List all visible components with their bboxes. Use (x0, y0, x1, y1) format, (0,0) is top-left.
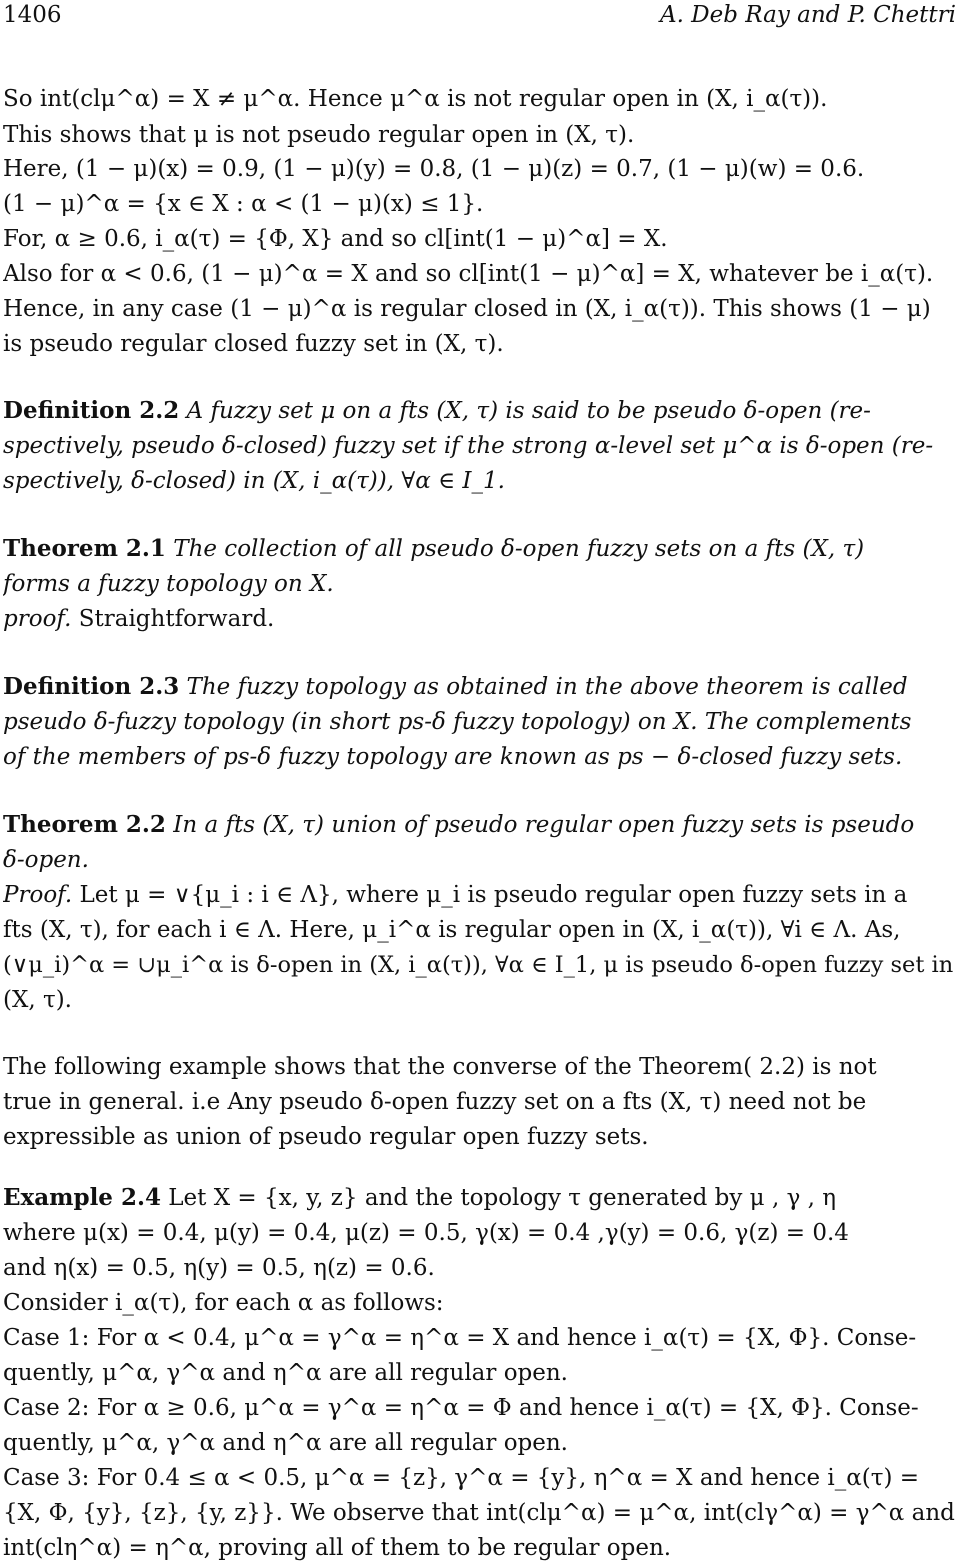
text-line (3, 189, 957, 219)
line-text: For, α ≥ 0.6, i_α(τ) = {Φ, X} and so cl[int(1 − μ)^α] = X. (3, 226, 668, 252)
line-text: pseudo δ-fuzzy topology (in short ps-δ fuzzy topology) on X. The complements (3, 709, 912, 735)
text-line (3, 672, 957, 702)
line-text: spectively, pseudo δ-closed) fuzzy set if the strong α-level set μ^α is δ-open (re- (3, 433, 934, 459)
line-text: expressible as union of pseudo regular open fuzzy sets. (3, 1124, 649, 1150)
line-text: and η(x) = 0.5, η(y) = 0.5, η(z) = 0.6. (3, 1255, 435, 1281)
line-text: In a fts (X, τ) union of pseudo regular open fuzzy sets is pseudo (173, 812, 915, 838)
line-text: Also for α < 0.6, (1 − μ)^α = X and so cl[int(1 − μ)^α] = X, whatever be i_α(τ). (3, 261, 934, 287)
line-text: Case 3: For 0.4 ≤ α < 0.5, μ^α = {z}, γ^α = {y}, η^α = X and hence i_α(τ) = (3, 1465, 920, 1491)
section-label: Theorem 2.2 (3, 811, 166, 838)
line-text: The following example shows that the converse of the Theorem( 2.2) is not (3, 1054, 877, 1080)
text-line (3, 845, 957, 875)
text-line (3, 707, 957, 737)
line-text: quently, μ^α, γ^α and η^α are all regular open. (3, 1430, 568, 1456)
text-line (3, 259, 957, 289)
line-text: Hence, in any case (1 − μ)^α is regular closed in (X, i_α(τ)). This shows (1 − μ) (3, 296, 931, 322)
text-line (3, 985, 957, 1015)
line-text: fts (X, τ), for each i ∈ Λ. Here, μ_i^α is regular open in (X, i_α(τ)), ∀i ∈ Λ. As, (3, 917, 901, 943)
line-text: So int(clμ^α) = X ≠ μ^α. Hence μ^α is not regular open in (X, i_α(τ)). (3, 86, 828, 112)
text-line (3, 1253, 957, 1283)
line-text: true in general. i.e Any pseudo δ-open fuzzy set on a fts (X, τ) need not be (3, 1089, 867, 1115)
line-text: {X, Φ, {y}, {z}, {y, z}}. We observe that int(clμ^α) = μ^α, int(clγ^α) = γ^α and (3, 1500, 955, 1526)
text-line (3, 1323, 957, 1353)
line-text: Case 1: For α < 0.4, μ^α = γ^α = η^α = X and hence i_α(τ) = {X, Φ}. Conse- (3, 1325, 917, 1351)
text-line (3, 1498, 957, 1528)
line-text: forms a fuzzy topology on X. (3, 571, 334, 597)
line-text: The collection of all pseudo δ-open fuzzy sets on a fts (X, τ) (173, 536, 865, 562)
line-text: δ-open. (3, 847, 89, 873)
line-text: Let X = {x, y, z} and the topology τ generated by μ , γ , η (168, 1185, 837, 1211)
section-label: Definition 2.3 (3, 673, 180, 700)
line-text: Case 2: For α ≥ 0.6, μ^α = γ^α = η^α = Φ and hence i_α(τ) = {X, Φ}. Conse- (3, 1395, 919, 1421)
text-line (3, 466, 957, 496)
text-line (3, 1052, 957, 1082)
line-text: (∨μ_i)^α = ∪μ_i^α is δ-open in (X, i_α(τ)), ∀α ∈ I_1, μ is pseudo δ-open fuzzy set in (3, 952, 954, 978)
text-line (3, 534, 957, 564)
line-text: Let μ = ∨{μ_i : i ∈ Λ}, where μ_i is pseudo regular open fuzzy sets in a (79, 882, 908, 908)
line-text: Here, (1 − μ)(x) = 0.9, (1 − μ)(y) = 0.8, (1 − μ)(z) = 0.7, (1 − μ)(w) = 0.6. (3, 156, 865, 182)
text-line (3, 329, 957, 359)
text-line (3, 810, 957, 840)
line-text: spectively, δ-closed) in (X, i_α(τ)), ∀α ∈ I_1. (3, 468, 505, 494)
text-line (3, 569, 957, 599)
line-text: (X, τ). (3, 987, 72, 1013)
line-text: is pseudo regular closed fuzzy set in (X, τ). (3, 331, 504, 357)
text-line (3, 154, 957, 184)
text-line (3, 1122, 957, 1152)
page-number: 1406 (3, 2, 62, 28)
text-line (3, 1393, 957, 1423)
line-text: quently, μ^α, γ^α and η^α are all regular open. (3, 1360, 568, 1386)
text-line (3, 1358, 957, 1388)
line-text: (1 − μ)^α = {x ∈ X : α < (1 − μ)(x) ≤ 1}. (3, 191, 484, 217)
text-line (3, 742, 957, 772)
text-line (3, 1428, 957, 1458)
line-text: This shows that μ is not pseudo regular open in (X, τ). (3, 122, 635, 148)
text-line (3, 1087, 957, 1117)
text-line (3, 224, 957, 254)
text-line (3, 294, 957, 324)
text-line (3, 1463, 957, 1493)
line-text: The fuzzy topology as obtained in the above theorem is called (186, 674, 908, 700)
line-text: Consider i_α(τ), for each α as follows: (3, 1290, 444, 1316)
text-line (3, 950, 957, 980)
line-text: A fuzzy set μ on a fts (X, τ) is said to be pseudo δ-open (re- (186, 398, 871, 424)
proof-label: Proof. (3, 882, 73, 908)
proof-label: proof. (3, 606, 72, 632)
section-label: Example 2.4 (3, 1184, 161, 1211)
section-label: Theorem 2.1 (3, 535, 166, 562)
text-line (3, 431, 957, 461)
line-text: of the members of ps-δ fuzzy topology are known as ps − δ-closed fuzzy sets. (3, 744, 903, 770)
text-line (3, 915, 957, 945)
text-line (3, 1218, 957, 1248)
text-line (3, 604, 957, 634)
line-text: int(clη^α) = η^α, proving all of them to be regular open. (3, 1535, 672, 1561)
running-title: A. Deb Ray and P. Chettri (659, 2, 956, 28)
text-line (3, 84, 957, 114)
text-line (3, 120, 957, 150)
text-line (3, 1183, 957, 1213)
section-label: Definition 2.2 (3, 397, 180, 424)
text-line (3, 1288, 957, 1318)
text-line (3, 396, 957, 426)
text-line (3, 880, 957, 910)
line-text: where μ(x) = 0.4, μ(y) = 0.4, μ(z) = 0.5, γ(x) = 0.4 ,γ(y) = 0.6, γ(z) = 0.4 (3, 1220, 849, 1246)
text-line (3, 1533, 957, 1563)
line-text: Straightforward. (78, 606, 275, 632)
